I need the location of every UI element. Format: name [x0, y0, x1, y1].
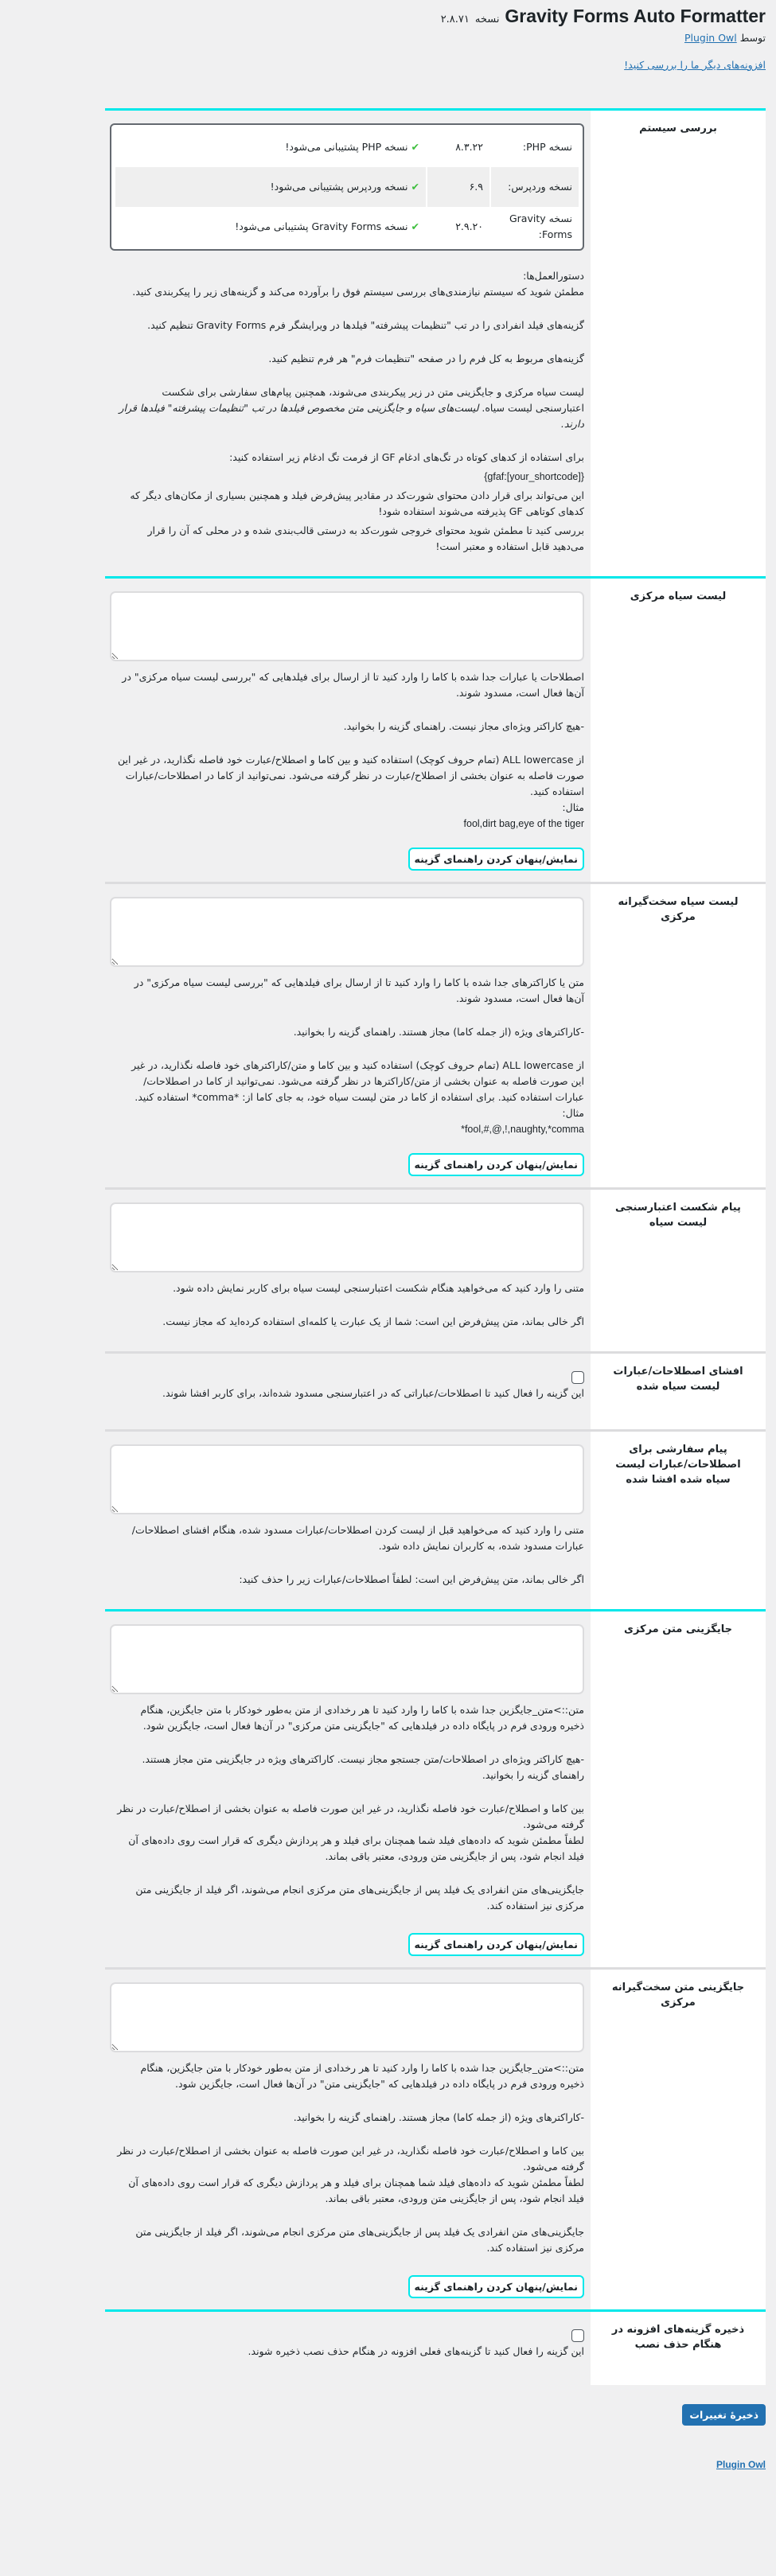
text-replace-desc: متن::>متن_جایگزین جدا شده با کاما را وارد کنید تا هر رخدادی از متن به‌طور خودکار با متن جایگزین، هنگام ذخیره ورودی فرم در پایگاه داده در فیلدهایی که "جایگزینی متن مرکزی" در آن‌ها فعال است، جایگزین شود.: [140, 1703, 584, 1732]
system-check-label: بررسی سیستم: [591, 111, 766, 576]
instructions-p2: گزینه‌های فیلد انفرادی را در تب "تنظیمات پیشرفته" فیلدها در ویرایشگر فرم Gravity Forms تنظیم کنید.: [147, 318, 584, 331]
plugin-name: Gravity Forms Auto Formatter: [505, 6, 766, 26]
reveal-blacklisted-checkbox[interactable]: [571, 1371, 584, 1384]
toggle-help-button[interactable]: نمایش/پنهان کردن راهنمای گزینه: [408, 1933, 585, 1956]
global-strict-blacklist-textarea[interactable]: [110, 897, 584, 967]
php-status: ✔نسخه PHP پشتیبانی می‌شود!: [285, 140, 419, 153]
gf-label: نسخه Gravity Forms:: [509, 212, 572, 240]
system-check-content: [105, 111, 591, 576]
global-text-replace-textarea[interactable]: [110, 1624, 584, 1694]
global-blacklist-textarea[interactable]: [110, 591, 584, 661]
fail-message-desc: متنی را وارد کنید که می‌خواهید هنگام شکست اعتبارسنجی لیست سیاه برای کاربر نمایش داده شود.: [173, 1281, 584, 1294]
global-blacklist-desc: اصطلاحات یا عبارات جدا شده با کاما را وارد کنید تا از ارسال برای فیلدهایی که "بررسی لیست سیاه مرکزی" در آن‌ها فعال است، مسدود شوند.: [122, 670, 584, 699]
instructions-p3: گزینه‌های مربوط به کل فرم را در صفحه "تنظیمات فرم" هر فرم تنظیم کنید.: [268, 352, 584, 364]
system-row-gravityforms: [115, 207, 579, 247]
global-blacklist-help: از ALL lowercase (تمام حروف کوچک) استفاده کنید و بین کاما و اصطلاح/عبارت خود فاصله نگذارید، در غیر این صورت فاصله به عنوان بخشی از اصطلاح/عبارت در نظر گرفته می‌شود. نمی‌توانید از کاما در اصطلاحات/عبارات استفاده کنید.: [118, 753, 584, 797]
save-on-uninstall-checkbox[interactable]: [571, 2329, 584, 2342]
system-check-table: [114, 127, 580, 247]
wp-status: ✔نسخه وردپرس پشتیبانی می‌شود!: [115, 167, 426, 207]
more-plugins-link[interactable]: افزونه‌های دیگر ما را بررسی کنید!: [624, 58, 766, 71]
php-label: نسخه PHP:: [522, 140, 572, 153]
byline: [10, 30, 766, 46]
gf-status: ✔نسخه Gravity Forms پشتیبانی می‌شود!: [235, 220, 419, 232]
check-icon: ✔: [411, 180, 419, 193]
text-replace-help2: لطفاً مطمئن شوید که داده‌های فیلد شما همچنان برای فیلد و هر پردازش دیگری که قرار است روی داده‌های آن فیلد انجام شود، پس از جایگزینی متن ورودی، معتبر باقی بماند.: [128, 1834, 584, 1862]
fail-message-default: اگر خالی بماند، متن پیش‌فرض این است: شما از یک عبارت یا کلمه‌ای استفاده کرده‌اید که مجاز نیست.: [162, 1315, 584, 1327]
settings-form: [105, 108, 766, 2385]
example-value: fool,dirt bag,eye of the tiger: [463, 817, 584, 829]
global-text-replace-label: جایگزینی متن مرکزی: [591, 1611, 766, 1967]
version-number: ۲.۸.۷۱: [440, 14, 470, 25]
global-strict-blacklist-label: لیست سیاه سخت‌گیرانه مرکزی: [591, 884, 766, 1187]
row-blacklist-fail-message: [105, 1190, 766, 1351]
system-row-php: [115, 127, 579, 167]
check-icon: ✔: [411, 220, 419, 232]
strict-text-replace-help2: لطفاً مطمئن شوید که داده‌های فیلد شما همچنان برای فیلد و هر پردازش دیگری که قرار است روی داده‌های آن فیلد انجام شود، پس از جایگزینی متن ورودی، معتبر باقی بماند.: [128, 2176, 584, 2204]
strict-text-replace-help3: جایگزینی‌های متن انفرادی یک فیلد پس از جایگزینی‌های متن مرکزی انجام می‌شوند، اگر فیلد از جایگزینی متن مرکزی نیز استفاده کند.: [135, 2225, 584, 2254]
reveal-message-desc: متنی را وارد کنید که می‌خواهید قبل از لیست کردن اصطلاحات/عبارات مسدود شده، هنگام افشای اصطلاحات/عبارات مسدود شده، به کاربران نمایش داده شود.: [131, 1523, 584, 1552]
reveal-blacklisted-label: افشای اصطلاحات/عبارات لیست سیاه شده: [591, 1354, 766, 1429]
gf-version: ۲.۹.۲۰: [455, 220, 483, 232]
reveal-custom-message-textarea[interactable]: [110, 1444, 584, 1514]
example-value: *fool,#,@,!,naughty,*comma: [461, 1123, 584, 1135]
row-global-strict-blacklist: [105, 884, 766, 1187]
version-label: نسخه: [474, 14, 500, 25]
php-version: ۸.۳.۲۲: [455, 140, 483, 153]
toggle-help-button[interactable]: نمایش/پنهان کردن راهنمای گزینه: [408, 2275, 585, 2298]
check-icon: ✔: [411, 140, 419, 153]
row-global-strict-text-replace: [105, 1970, 766, 2309]
row-system-check: [105, 111, 766, 576]
blacklist-fail-message-textarea[interactable]: [110, 1202, 584, 1272]
row-save-on-uninstall: [105, 2312, 766, 2385]
example-label: مثال:: [562, 1106, 584, 1119]
row-reveal-custom-message: [105, 1432, 766, 1609]
toggle-help-button[interactable]: نمایش/پنهان کردن راهنمای گزینه: [408, 1153, 585, 1176]
text-replace-help1: بین کاما و اصطلاح/عبارت خود فاصله نگذارید، در غیر این صورت فاصله به عنوان بخشی از اصطلاح/عبارت در نظر گرفته می‌شود.: [117, 1802, 584, 1830]
reveal-message-default: اگر خالی بماند، متن پیش‌فرض این است: لطفاً اصطلاحات/عبارات زیر را حذف کنید:: [239, 1572, 584, 1585]
strict-text-replace-help1: بین کاما و اصطلاح/عبارت خود فاصله نگذارید، در غیر این صورت فاصله به عنوان بخشی از اصطلاح/عبارت در نظر گرفته می‌شود.: [117, 2144, 584, 2173]
instructions-p4: لیست سیاه مرکزی و جایگزینی متن در زیر پیکربندی می‌شوند، همچنین پیام‌های سفارشی برای شکست اعتبارسنجی لیست سیاه. لیست‌های سیاه و جایگزینی متن مخصوص فیلدها در تب "تنظیمات پیشرفته" فیلدها قرار دارند.: [119, 385, 584, 430]
instructions-heading: دستورالعمل‌ها:: [523, 269, 584, 282]
system-row-wordpress: [115, 167, 579, 207]
strict-text-replace-note: -کاراکترهای ویژه (از جمله کاما) مجاز هستند. راهنمای گزینه را بخوانید.: [293, 2110, 584, 2123]
strict-text-replace-desc: متن::>متن_جایگزین جدا شده با کاما را وارد کنید تا هر رخدادی از متن به‌طور خودکار با متن جایگزین، هنگام ذخیره ورودی فرم در پایگاه داده در فیلدهایی که "جایگزینی متن" در آن‌ها فعال است، جایگزین شود.: [140, 2061, 584, 2090]
toggle-help-button[interactable]: نمایش/پنهان کردن راهنمای گزینه: [408, 848, 585, 871]
row-reveal-blacklisted: [105, 1354, 766, 1429]
author-link[interactable]: Plugin Owl: [684, 31, 737, 44]
save-on-uninstall-label: ذخیره گزینه‌های افزونه در هنگام حذف نصب: [591, 2312, 766, 2385]
wp-label: نسخه وردپرس:: [491, 167, 579, 207]
page-header: [10, 0, 766, 73]
save-changes-button[interactable]: ذخیرهٔ تغییرات: [682, 2404, 766, 2426]
strict-blacklist-note: -کاراکترهای ویژه (از جمله کاما) مجاز هستند. راهنمای گزینه را بخوانید.: [293, 1025, 584, 1038]
global-strict-text-replace-label: جایگزینی متن سخت‌گیرانه مرکزی: [591, 1970, 766, 2309]
page-title: [10, 5, 766, 29]
reveal-blacklisted-desc: این گزینه را فعال کنید تا اصطلاحات/عباراتی که در اعتبارسنجی مسدود شده‌اند، برای کاربر افشا شوند.: [162, 1386, 584, 1399]
footer-author-link[interactable]: Plugin Owl: [716, 2458, 766, 2470]
submit-area: [105, 2385, 766, 2426]
instructions-p6: این می‌تواند برای قرار دادن محتوای شورت‌کد در مقادیر پیش‌فرض فیلد و همچنین بسیاری از مکان‌های دیگر که کدهای کوتاهی GF پذیرفته می‌شوند استفاده شود!: [130, 489, 584, 517]
row-global-blacklist: [105, 579, 766, 882]
strict-blacklist-desc: متن یا کاراکترهای جدا شده با کاما را وارد کنید تا از ارسال برای فیلدهایی که "بررسی لیست سیاه مرکزی" در آن‌ها فعال است، مسدود شوند.: [134, 976, 584, 1004]
global-blacklist-label: لیست سیاه مرکزی: [591, 579, 766, 882]
row-global-text-replace: [105, 1611, 766, 1967]
instructions-p1: مطمئن شوید که سیستم نیازمندی‌های بررسی سیستم فوق را برآورده می‌کند و گزینه‌های زیر را پیکربندی کنید.: [132, 285, 584, 298]
global-strict-text-replace-textarea[interactable]: [110, 1982, 584, 2052]
global-blacklist-note: -هیچ کاراکتر ویژه‌ای مجاز نیست. راهنمای گزینه را بخوانید.: [343, 719, 584, 732]
by-label: توسط: [739, 31, 766, 44]
blacklist-fail-message-label: پیام شکست اعتبارسنجی لیست سیاه: [591, 1190, 766, 1351]
wp-version: ۶.۹: [427, 167, 489, 207]
instructions-p5: برای استفاده از کدهای کوتاه در تگ‌های ادغام GF از فرمت تگ ادغام زیر استفاده کنید:: [229, 450, 584, 463]
instructions-p7: بررسی کنید تا مطمئن شوید محتوای خروجی شورت‌کد به درستی قالب‌بندی شده و در محلی که آن را قرار می‌دهید قابل استفاده و معتبر است!: [147, 524, 584, 552]
strict-blacklist-help: از ALL lowercase (تمام حروف کوچک) استفاده کنید و بین کاما و متن/کاراکترهای خود فاصله نگذارید، در غیر این صورت فاصله به عنوان بخشی از متن/کاراکترها در نظر گرفته می‌شود. نمی‌توانید از کاما در اصطلاحات/عبارات استفاده کنید. برای استفاده از کاما در متن لیست سیاه خود، به جای کاما از: *comma* استفاده کنید.: [131, 1058, 584, 1103]
example-label: مثال:: [562, 801, 584, 813]
system-check-box: [110, 123, 584, 251]
instructions: [116, 268, 584, 555]
shortcode-format: {gfaf:[your_shortcode]}: [484, 470, 584, 482]
reveal-custom-message-label: پیام سفارشی برای اصطلاحات/عبارات لیست سیاه شده افشا شده: [591, 1432, 766, 1609]
text-replace-note: -هیچ کاراکتر ویژه‌ای در اصطلاحات/متن جستجو مجاز نیست. کاراکترهای ویژه در جایگزینی متن مجاز هستند. راهنمای گزینه را بخوانید.: [142, 1752, 584, 1781]
text-replace-help3: جایگزینی‌های متن انفرادی یک فیلد پس از جایگزینی‌های متن مرکزی انجام می‌شوند، اگر فیلد از جایگزینی متن مرکزی نیز استفاده کند.: [135, 1883, 584, 1912]
save-on-uninstall-desc: این گزینه را فعال کنید تا گزینه‌های فعلی افزونه در هنگام حذف نصب ذخیره شوند.: [248, 2344, 584, 2357]
